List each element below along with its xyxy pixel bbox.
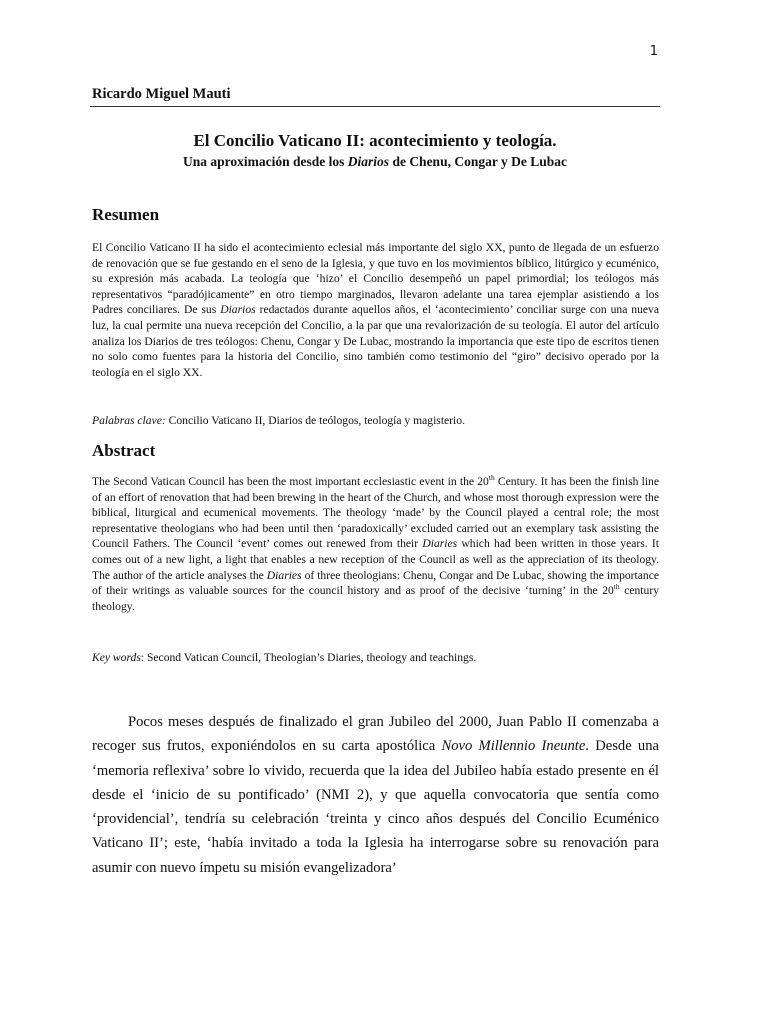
- key-words: [92, 650, 659, 666]
- abstract-italic-1: Diaries: [422, 537, 458, 551]
- key-words-text: : Second Vatican Council, Theologian’s Diaries, theology and teachings.: [140, 651, 477, 664]
- resumen-text-2: redactados durante aquellos años, el ‘acontecimiento’ conciliar surge con una nueva luz, la cual permite una nueva recepción del Concilio, a la par que una revalorización de su teología. El autor del artículo analiza los Diarios de tres teólogos: Chenu, Congar y De Lubac, mostrando la importancia que este tipo de escritos tienen no solo como fuentes para la historia del Concilio, sino también como testimonio del “giro” decisivo operado por la teología en el siglo XX.: [92, 303, 659, 379]
- resumen-heading: Resumen: [92, 205, 160, 224]
- abstract-text-5: century theology.: [92, 584, 659, 613]
- body-text-1: Pocos meses después de finalizado el gran Jubileo del 2000, Juan Pablo II comenzaba a recoger sus frutos, exponiéndolos en su carta apostólica: [92, 714, 659, 755]
- header-rule: [90, 106, 660, 107]
- palabras-clave-label: Palabras clave:: [92, 414, 166, 427]
- body-paragraph: [92, 710, 659, 880]
- author-name: Ricardo Miguel Mauti: [92, 86, 231, 102]
- article-title: El Concilio Vaticano II: acontecimiento y teología.: [193, 131, 557, 150]
- abstract-sup-1: th: [488, 473, 495, 483]
- article-subtitle: [90, 154, 660, 170]
- abstract-heading: Abstract: [92, 441, 156, 460]
- palabras-clave-text: Concilio Vaticano II, Diarios de teólogos, teología y magisterio.: [165, 414, 465, 427]
- subtitle-text-after: de Chenu, Congar y De Lubac: [389, 154, 567, 169]
- subtitle-italic: Diarios: [347, 154, 390, 169]
- key-words-label: Key words: [92, 651, 141, 664]
- abstract-text-4: of three theologians: Chenu, Congar and De Lubac, showing the importance of their writings as valuable sources for the council history and as proof of the decisive ‘turning’ in the 20: [92, 568, 659, 598]
- page-number: 1: [649, 44, 658, 59]
- resumen-paragraph: [92, 240, 659, 380]
- abstract-paragraph: [92, 474, 659, 614]
- abstract-text-2: Century. It has been the finish line of an effort of renovation that had been brewing in the heart of the Church, and whose most thorough expression were the biblical, liturgical and ecumenical movements. The theology ‘made’ by the Council played a central role; the most representative theologians who had been until then ‘paradoxically’ excluded carried out an exemplary task assisting the Council Fathers. The Council ‘event’ comes out renewed from their: [92, 475, 659, 551]
- subtitle-text-before: Una aproximación desde los: [183, 154, 348, 169]
- abstract-sup-2: th: [613, 582, 620, 592]
- body-text-2: . Desde una ‘memoria reflexiva’ sobre lo vivido, recuerda que la idea del Jubileo había estado presente en él desde el ‘inicio de su pontificado’ (NMI 2), y que aquella convocatoria que sentía como ‘providencial’, tendría su celebración ‘treinta y cinco años después del Concilio Ecuménico Vaticano II’; este, ‘había invitado a toda la Iglesia ha interrogarse sobre su renovación para asumir con nuevo ímpetu su misión evangelizadora’: [92, 738, 659, 876]
- resumen-italic-1: Diarios: [220, 303, 256, 317]
- abstract-text-1: The Second Vatican Council has been the most important ecclesiastic event in the 20: [92, 475, 489, 488]
- resumen-text-1: El Concilio Vaticano II ha sido el acontecimiento eclesial más importante del siglo XX, punto de llegada de un esfuerzo de renovación que se fue gestando en el seno de la Iglesia, y que tuvo en los movimientos bíblico, litúrgico y ecuménico, su expresión más acabada. La teología que ‘hizo’ el Concilio desempeñó un papel primordial; los teólogos más representativos “paradójicamente” en otro tiempo marginados, llevaron adelante una tarea ejemplar asistiendo a los Padres conciliares. De sus: [92, 241, 659, 317]
- abstract-italic-2: Diaries: [266, 568, 302, 582]
- body-italic-1: Novo Millennio Ineunte: [441, 738, 586, 755]
- palabras-clave: [92, 413, 659, 429]
- abstract-text-3: which had been written in those years. It comes out of a new light, a light that enables a new reception of the Council as well as the appreciation of its theology. The author of the article analyses the: [92, 537, 660, 582]
